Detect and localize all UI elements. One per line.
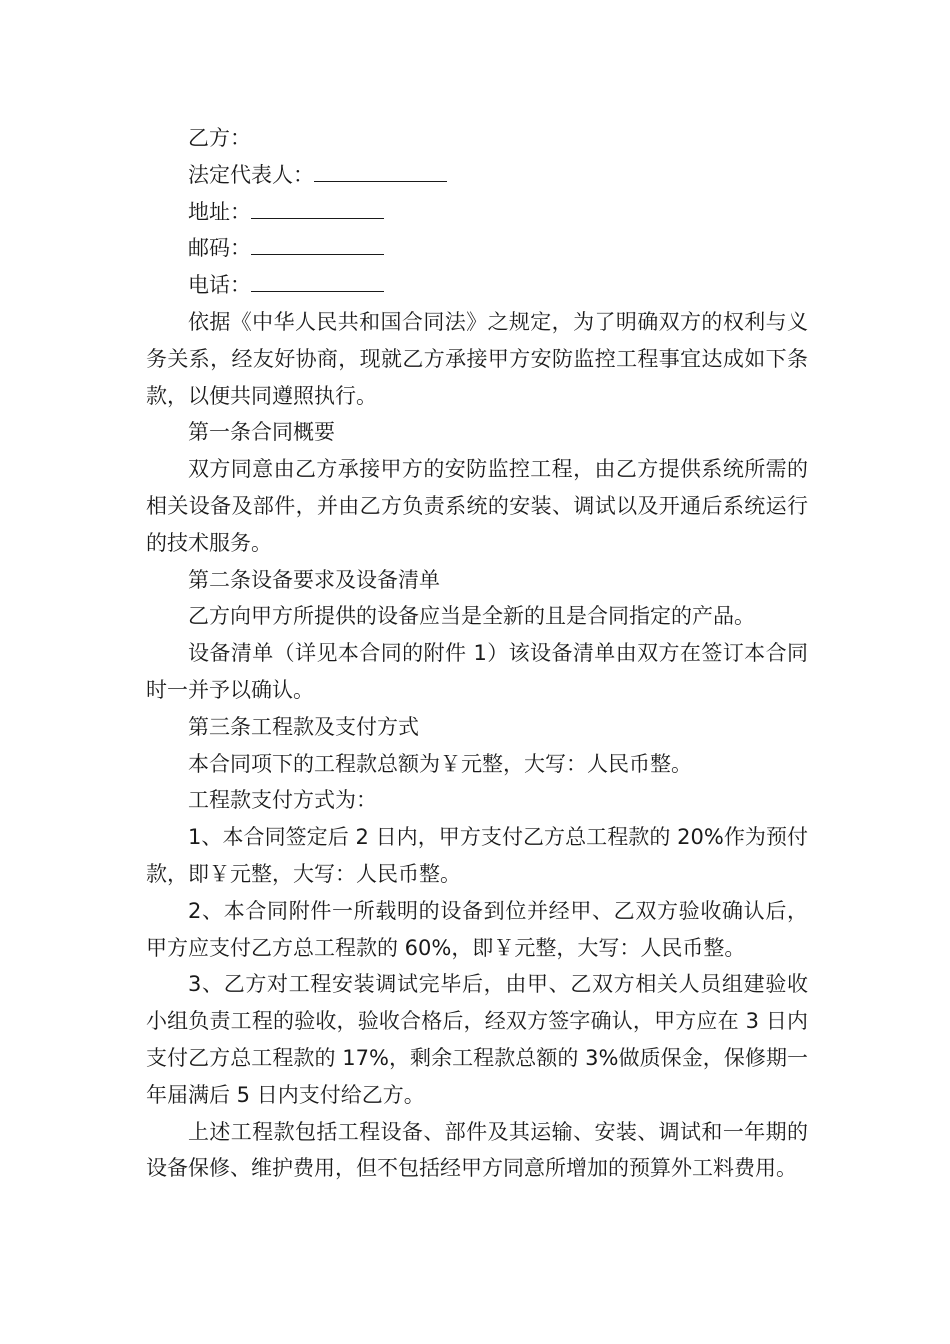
article-2-paragraph-1: 乙方向甲方所提供的设备应当是全新的且是合同指定的产品。	[188, 604, 755, 629]
payment-scope-paragraph: 上述工程款包括工程设备、部件及其运输、安装、调试和一年期的设备保修、维护费用，但不包括经甲方同意所增加的预算外工料费用。	[146, 1119, 808, 1181]
article-1-heading: 第一条合同概要	[188, 420, 335, 445]
blank-line	[251, 196, 384, 219]
article-2-heading: 第二条设备要求及设备清单	[188, 567, 440, 592]
article-3-heading: 第三条工程款及支付方式	[188, 714, 419, 739]
field-label: 法定代表人：	[188, 162, 314, 187]
preamble-paragraph: 依据《中华人民共和国合同法》之规定，为了明确双方的权利与义务关系，经友好协商，现就乙方承接甲方安防监控工程事宜达成如下条款，以便共同遵照执行。	[146, 309, 808, 408]
field-label: 地址：	[188, 199, 251, 224]
address-field	[146, 194, 808, 231]
blank-line	[251, 232, 384, 255]
payment-item-3: 3、乙方对工程安装调试完毕后，由甲、乙双方相关人员组建验收小组负责工程的验收，验收合格后，经双方签字确认，甲方应在 3 日内支付乙方总工程款的 17%，剩余工程款总额的 3%做质保金，保修期一年届满后 5 日内支付给乙方。	[146, 972, 808, 1107]
postcode-field	[146, 230, 808, 267]
article-2-paragraph-2: 设备清单（详见本合同的附件 1）该设备清单由双方在签订本合同时一并予以确认。	[146, 641, 808, 702]
contract-body	[146, 120, 808, 1187]
article-1-paragraph: 双方同意由乙方承接甲方的安防监控工程，由乙方提供系统所需的相关设备及部件，并由乙方负责系统的安装、调试以及开通后系统运行的技术服务。	[146, 457, 808, 555]
party-b-heading: 乙方：	[188, 126, 251, 150]
article-3-total-amount: 本合同项下的工程款总额为￥元整，大写：人民币整。	[188, 751, 692, 776]
payment-item-1: 1、本合同签定后 2 日内，甲方支付乙方总工程款的 20%作为预付款，即￥元整，大写：人民币整。	[146, 825, 808, 886]
blank-line	[251, 269, 384, 292]
article-3-payment-method: 工程款支付方式为：	[188, 788, 377, 813]
payment-item-2: 2、本合同附件一所载明的设备到位并经甲、乙双方验收确认后，甲方应支付乙方总工程款的 60%，即￥元整，大写：人民币整。	[146, 898, 808, 960]
field-label: 电话：	[188, 273, 251, 298]
legal-representative-field	[146, 157, 808, 194]
blank-line	[314, 159, 447, 182]
field-label: 邮码：	[188, 236, 251, 261]
phone-field	[146, 267, 808, 304]
